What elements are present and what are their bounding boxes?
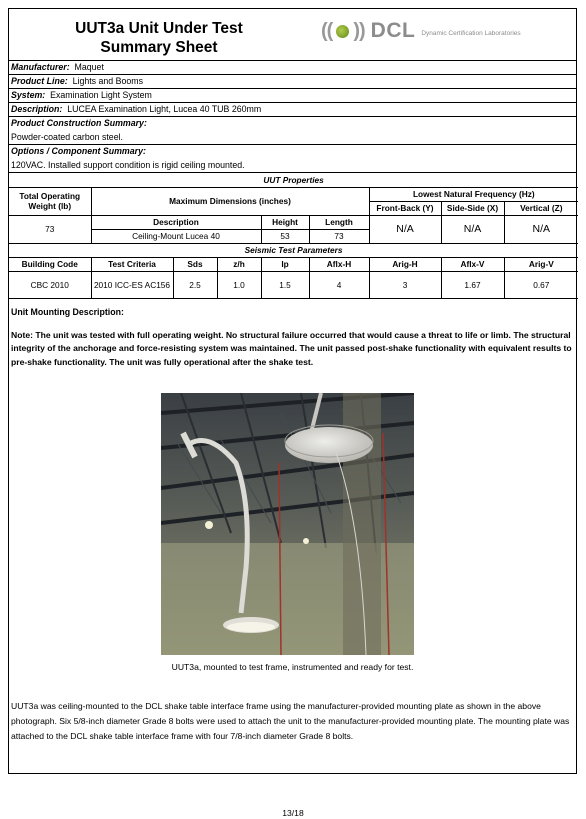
seismic-header-cell: Ip <box>261 257 309 271</box>
seismic-value-cell: 2010 ICC-ES AC156 <box>91 271 173 298</box>
seismic-value-cell: CBC 2010 <box>9 271 91 298</box>
length-col-header: Length <box>309 215 369 229</box>
test-setup-photo <box>161 393 414 655</box>
description-value: LUCEA Examination Light, Lucea 40 TUB 260mm <box>67 104 262 114</box>
dcl-logo: (( )) DCL Dynamic Certification Laboratories <box>321 19 521 42</box>
side-side-header: Side-Side (X) <box>441 201 504 215</box>
logo-text: DCL <box>370 19 416 42</box>
seismic-header-cell: Aflx-V <box>441 257 504 271</box>
seismic-header-cell: Building Code <box>9 257 91 271</box>
seismic-header-cell: Sds <box>173 257 217 271</box>
options-value: 120VAC. Installed support condition is rigid ceiling mounted. <box>9 159 576 173</box>
seismic-value-cell: 3 <box>369 271 441 298</box>
front-back-header: Front-Back (Y) <box>369 201 441 215</box>
weight-value: 73 <box>9 215 91 243</box>
manufacturer-value: Maquet <box>74 62 104 72</box>
seismic-header-cell: Test Criteria <box>91 257 173 271</box>
seismic-value-cell: 1.67 <box>441 271 504 298</box>
description-row: Description: LUCEA Examination Light, Lucea 40 TUB 260mm <box>9 103 576 117</box>
lnf-header: Lowest Natural Frequency (Hz) <box>369 187 578 201</box>
mounting-heading: Unit Mounting Description: <box>11 306 124 317</box>
seismic-value-cell: 1.0 <box>217 271 261 298</box>
length-value: 73 <box>309 229 369 243</box>
total-weight-header: Total Operating Weight (lb) <box>9 187 91 215</box>
seismic-header-cell: Aflx-H <box>309 257 369 271</box>
title-line-2: Summary Sheet <box>100 39 218 56</box>
sheet-title <box>49 19 269 57</box>
manufacturer-row: Manufacturer: Maquet <box>9 61 576 75</box>
seismic-value-cell: 2.5 <box>173 271 217 298</box>
options-label: Options / Component Summary: <box>11 146 146 156</box>
seismic-heading: Seismic Test Parameters <box>9 243 578 257</box>
uut-properties-table <box>9 173 578 299</box>
mounting-description: UUT3a was ceiling-mounted to the DCL shake table interface frame using the manufacturer-provided mounting plate as shown in the above photograph. Six 5/8-inch diameter Grade 8 bolts were used to attach the unit to the manufacturer-provided mounting plate. The mounting plate was attached to the DCL shake table interface frame with four 7/8-inch diameter Grade 8 bolts. <box>11 701 570 741</box>
seismic-value-cell: 0.67 <box>504 271 578 298</box>
logo-subtitle: Dynamic Certification Laboratories <box>421 29 521 37</box>
freq-vertical-value: N/A <box>504 215 578 243</box>
vertical-header: Vertical (Z) <box>504 201 578 215</box>
seismic-header-cell: Arig-H <box>369 257 441 271</box>
title-line-1: UUT3a Unit Under Test <box>75 20 243 37</box>
freq-front-back-value: N/A <box>369 215 441 243</box>
height-value: 53 <box>261 229 309 243</box>
system-value: Examination Light System <box>50 90 152 100</box>
page-number: 13/18 <box>282 808 304 818</box>
product-line-value: Lights and Booms <box>72 76 144 86</box>
seismic-header-cell: z/h <box>217 257 261 271</box>
photo-illustration <box>161 393 414 655</box>
seismic-value-cell: 4 <box>309 271 369 298</box>
uut-properties-heading: UUT Properties <box>9 173 578 187</box>
construction-label: Product Construction Summary: <box>11 118 147 128</box>
height-col-header: Height <box>261 215 309 229</box>
seismic-header-cell: Arig-V <box>504 257 578 271</box>
description-col-header: Description <box>91 215 261 229</box>
logo-dot-icon <box>336 25 349 38</box>
construction-value: Powder-coated carbon steel. <box>9 131 576 145</box>
sheet-header <box>9 9 576 61</box>
item-description-value: Ceiling-Mount Lucea 40 <box>91 229 261 243</box>
max-dimensions-header: Maximum Dimensions (inches) <box>91 187 369 215</box>
summary-sheet <box>8 8 577 774</box>
product-line-row: Product Line: Lights and Booms <box>9 75 576 89</box>
system-row: System: Examination Light System <box>9 89 576 103</box>
mounting-note: Note: The unit was tested with full operating weight. No structural failure occurred that would cause a threat to life or limb. The structural integrity of the anchorage and force-resisting system was maintained. The unit passed post-shake functionality with equivalent results to pre-shake functionality. The unit was fully operational after the shake test. <box>11 329 572 367</box>
freq-side-side-value: N/A <box>441 215 504 243</box>
seismic-value-cell: 1.5 <box>261 271 309 298</box>
photo-caption: UUT3a, mounted to test frame, instrumented and ready for test. <box>171 662 414 672</box>
